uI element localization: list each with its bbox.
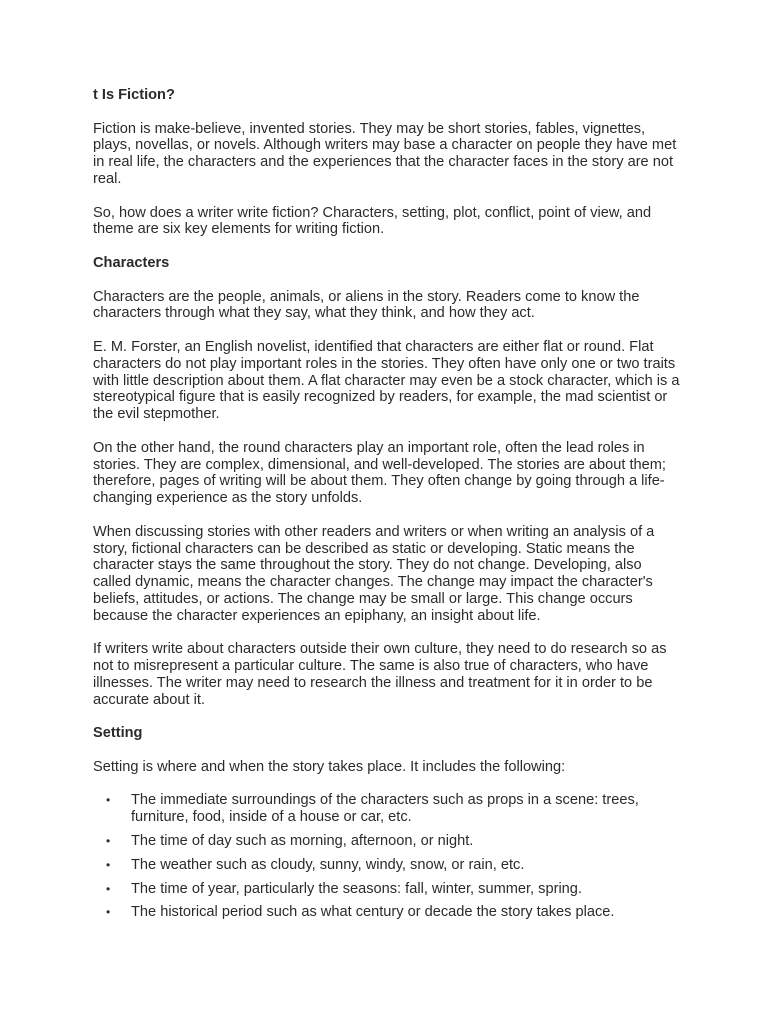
- bullet-icon: •: [106, 834, 111, 849]
- characters-paragraph: When discussing stories with other readers and writers or when writing an analysis of a story, fictional characters can be described as static or developing. Static means the character stays the same throughout the story. They do not change. Developing, also called dynamic, means the character changes. The change may impact the character's beliefs, attitudes, or actions. The change may be small or large. This change occurs because the character experiences an epiphany, an insight about life.: [93, 523, 655, 624]
- list-item: [93, 881, 683, 898]
- characters-paragraph: Characters are the people, animals, or aliens in the story. Readers come to know the characters through what they say, what they think, and how they act.: [93, 288, 640, 322]
- list-item-text: The immediate surroundings of the characters such as props in a scene: trees, furniture, food, inside of a house or car, etc.: [131, 792, 639, 826]
- intro-paragraph: Fiction is make-believe, invented stories. They may be short stories, fables, vignettes, plays, novellas, or novels. Although writers may base a character on people they have met in real life, the characters and the experiences that the character faces in the story are not real.: [93, 120, 677, 187]
- bullet-icon: •: [106, 881, 111, 896]
- list-item-text: The historical period such as what century or decade the story takes place.: [131, 904, 615, 921]
- list-item: [93, 904, 683, 921]
- list-item-text: The time of year, particularly the seasons: fall, winter, summer, spring.: [131, 880, 582, 897]
- bullet-icon: •: [106, 905, 111, 920]
- characters-paragraph: On the other hand, the round characters play an important role, often the lead roles in stories. They are complex, dimensional, and well-developed. The stories are about them; therefore, pages of writing will be about them. They often change by going through a life-changing experience as the story unfolds.: [93, 439, 666, 507]
- list-item: [93, 857, 683, 874]
- setting-list: [93, 792, 683, 921]
- intro-paragraph: So, how does a writer write fiction? Characters, setting, plot, conflict, point of view, and theme are six key elements for writing fiction.: [93, 204, 652, 238]
- bullet-icon: •: [106, 857, 111, 872]
- document-page: [93, 87, 683, 928]
- document-title: t Is Fiction?: [93, 87, 175, 103]
- list-item: [93, 833, 683, 850]
- characters-paragraph: If writers write about characters outside their own culture, they need to do research so as not to misrepresent a particular culture. The same is also true of characters, who have illnesses. The writer may need to research the illness and treatment for it in order to be accurate about it.: [93, 641, 667, 708]
- characters-paragraph: E. M. Forster, an English novelist, identified that characters are either flat or round. Flat characters do not play important roles in the stories. They often have only one or two traits with little description about them. A flat character may even be a stock character, which is a stereotypical figure that is easily recognized by readers, for example, the mad scientist or the evil stepmother.: [93, 338, 680, 423]
- list-item-text: The weather such as cloudy, sunny, windy, snow, or rain, etc.: [131, 856, 525, 873]
- bullet-icon: •: [106, 793, 111, 808]
- setting-intro: Setting is where and when the story takes place. It includes the following:: [93, 758, 566, 775]
- list-item: [93, 792, 683, 826]
- section-heading-characters: Characters: [93, 254, 170, 271]
- list-item-text: The time of day such as morning, afternoon, or night.: [131, 833, 474, 850]
- section-heading-setting: Setting: [93, 725, 143, 742]
